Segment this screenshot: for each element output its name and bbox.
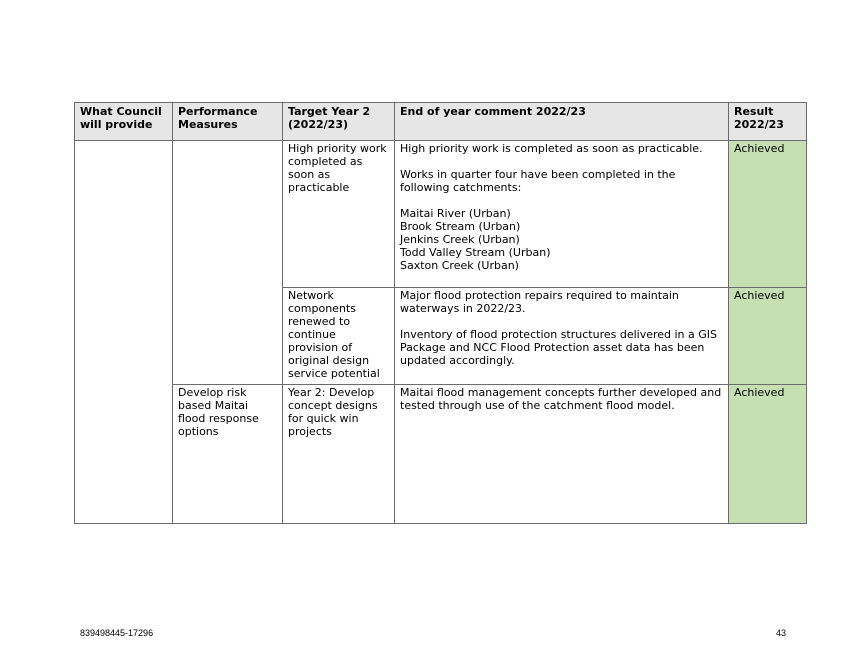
measure-cell [173, 288, 283, 385]
result-cell: Achieved [729, 141, 807, 288]
target-cell: High priority work completed as soon as practicable [283, 141, 395, 288]
comment-cell: Maitai flood management concepts further developed and tested through use of the catchment flood model. [395, 385, 729, 524]
header-end-of-year-comment: End of year comment 2022/23 [395, 103, 729, 141]
table-row [75, 288, 807, 385]
provide-cell [75, 385, 173, 524]
document-id: 839498445-17296 [80, 628, 154, 638]
catchment-item: Maitai River (Urban) [400, 207, 511, 220]
catchment-item: Jenkins Creek (Urban) [400, 233, 520, 246]
comment-cell: High priority work is completed as soon as practicable. Works in quarter four have been completed in the following catchments: Maitai River (Urban) Brook Stream (Urban) Jenkins Creek (Urban) Todd Valley Stream (Urban) Saxton Creek (Urban) [395, 141, 729, 288]
result-cell: Achieved [729, 288, 807, 385]
header-performance-measures: Performance Measures [173, 103, 283, 141]
header-result: Result 2022/23 [729, 103, 807, 141]
result-cell: Achieved [729, 385, 807, 524]
table-row [75, 385, 807, 524]
catchment-item: Saxton Creek (Urban) [400, 259, 519, 272]
target-cell: Year 2: Develop concept designs for quick win projects [283, 385, 395, 524]
provide-cell [75, 288, 173, 385]
catchment-item: Brook Stream (Urban) [400, 220, 521, 233]
provide-cell [75, 141, 173, 288]
comment-cell: Major flood protection repairs required to maintain waterways in 2022/23. Inventory of flood protection structures delivered in a GIS Package and NCC Flood Protection asset data has been updated accordingly. [395, 288, 729, 385]
measure-cell: Develop risk based Maitai flood response options [173, 385, 283, 524]
table-header-row [75, 103, 807, 141]
page-number: 43 [775, 628, 786, 638]
performance-table [74, 102, 807, 524]
measure-cell [173, 141, 283, 288]
header-target-year: Target Year 2 (2022/23) [283, 103, 395, 141]
target-cell: Network components renewed to continue provision of original design service potential [283, 288, 395, 385]
catchment-item: Todd Valley Stream (Urban) [400, 246, 551, 259]
table-row [75, 141, 807, 288]
header-what-council-will-provide: What Council will provide [75, 103, 173, 141]
